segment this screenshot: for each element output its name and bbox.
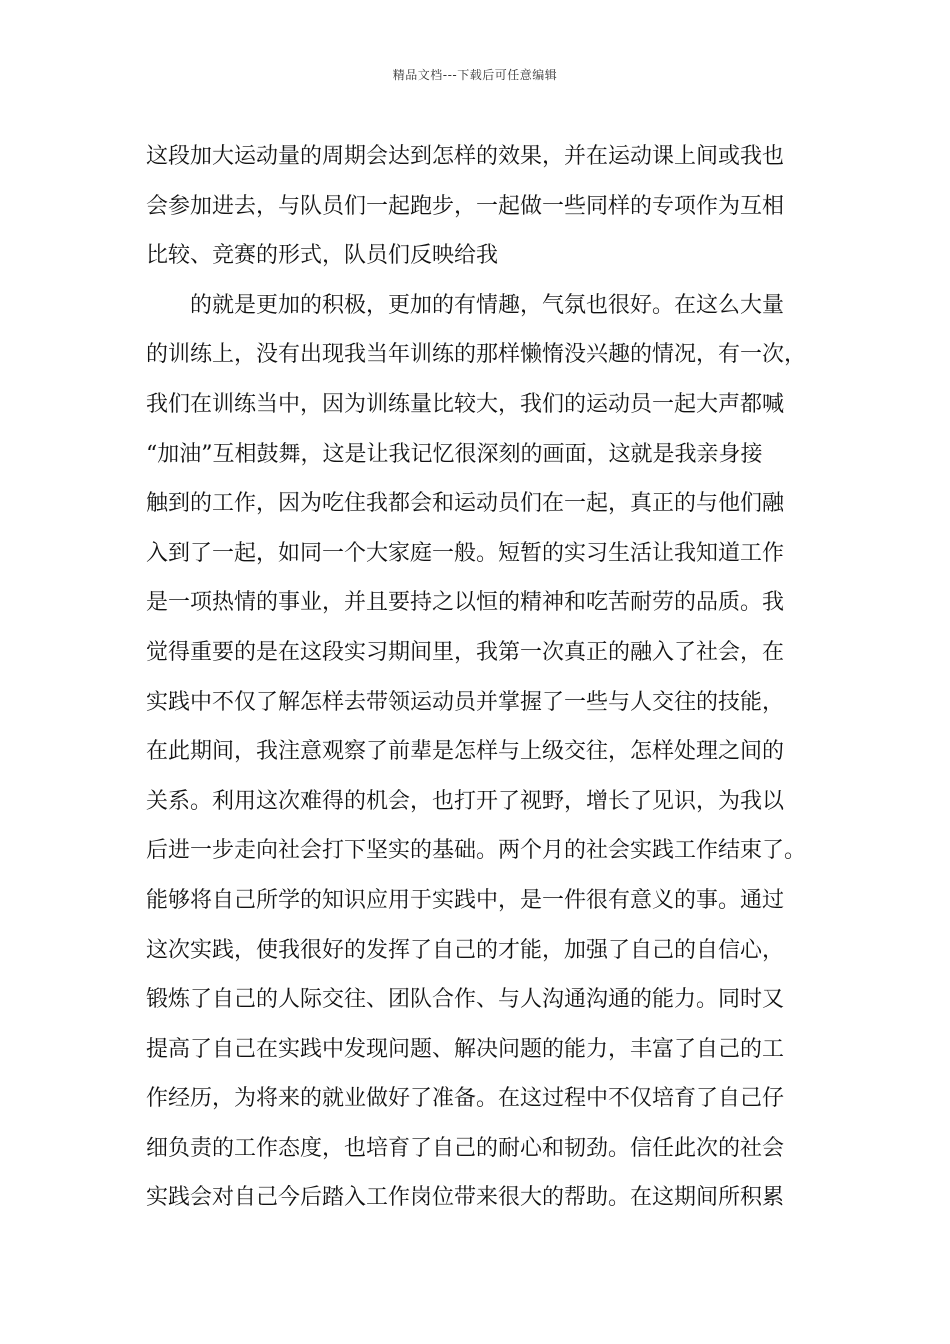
paragraph-line: 会参加进去，与队员们一起跑步，一起做一些同样的专项作为互相 [146,193,785,219]
paragraph-line: 的就是更加的积极，更加的有情趣，气氛也很好。在这么大量 [190,292,785,318]
paragraph-line: 关系。利用这次难得的机会，也打开了视野，增长了见识，为我以 [146,788,785,814]
paragraph-line: 入到了一起，如同一个大家庭一般。短暂的实习生活让我知道工作 [146,540,785,566]
paragraph-line: 后进一步走向社会打下坚实的基础。两个月的社会实践工作结束了。 [146,838,807,864]
paragraph-line: 锻炼了自己的人际交往、团队合作、与人沟通沟通的能力。同时又 [146,987,785,1013]
paragraph-line: 细负责的工作态度，也培育了自己的耐心和韧劲。信任此次的社会 [146,1135,785,1161]
paragraph-line: 提高了自己在实践中发现问题、解决问题的能力，丰富了自己的工 [146,1036,785,1062]
body-text [146,132,806,1223]
paragraph-line: 比较、竞赛的形式，队员们反映给我 [146,243,499,269]
paragraph-line: 作经历，为将来的就业做好了准备。在这过程中不仅培育了自己仔 [146,1086,785,1112]
paragraph-line: 在此期间，我注意观察了前辈是怎样与上级交往，怎样处理之间的 [146,739,785,765]
paragraph-line: 触到的工作，因为吃住我都会和运动员们在一起，真正的与他们融 [146,491,785,517]
paragraph-line: 是一项热情的事业，并且要持之以恒的精神和吃苦耐劳的品质。我 [146,590,785,616]
paragraph-line: 实践中不仅了解怎样去带领运动员并掌握了一些与人交往的技能， [146,689,785,715]
paragraph-line: 实践会对自己今后踏入工作岗位带来很大的帮助。在这期间所积累 [146,1185,785,1211]
paragraph-line: 能够将自己所学的知识应用于实践中，是一件很有意义的事。通过 [146,887,785,913]
paragraph-line: 我们在训练当中，因为训练量比较大，我们的运动员一起大声都喊 [146,391,785,417]
paragraph-line: 这段加大运动量的周期会达到怎样的效果，并在运动课上间或我也 [146,144,785,169]
paragraph-line: 觉得重要的是在这段实习期间里，我第一次真正的融入了社会，在 [146,639,785,665]
paragraph-line: 的训练上，没有出现我当年训练的那样懒惰没兴趣的情况，有一次， [146,342,807,368]
paragraph-line: 这次实践，使我很好的发挥了自己的才能，加强了自己的自信心， [146,937,785,963]
paragraph-line: “加油”互相鼓舞，这是让我记忆很深刻的画面，这就是我亲身接 [146,441,763,467]
page-header: 精品文档---下载后可任意编辑 [392,68,558,82]
